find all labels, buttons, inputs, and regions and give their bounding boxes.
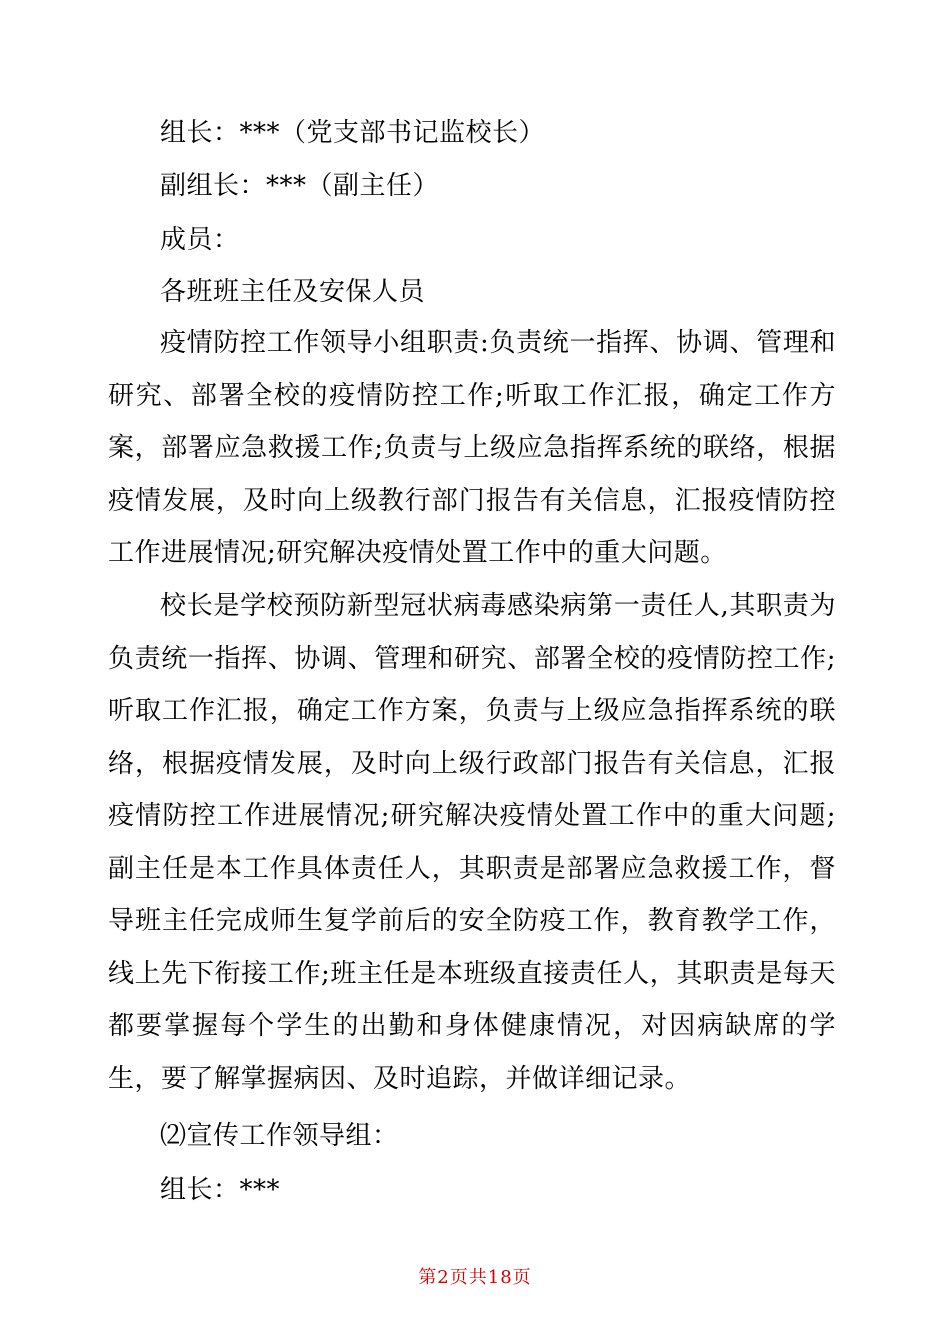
page-number-footer: 第2页共18页 (418, 1267, 532, 1288)
duty-paragraph-2: 校长是学校预防新型冠状病毒感染病第一责任人,其职责为负责统一指挥、协调、管理和研究、部署全校的疫情防控工作;听取工作汇报，确定工作方案，负责与上级应急指挥系统的联络，根据疫情发展，及时向上级行政部门报告有关信息，汇报疫情防控工作进展情况;研究解决疫情处置工作中的重大问题;副主任是本工作具体责任人，其职责是部署应急救援工作，督导班主任完成师生复学前后的安全防疫工作，教育教学工作，线上先下衔接工作;班主任是本班级直接责任人，其职责是每天都要掌握每个学生的出勤和身体健康情况，对因病缺席的学生，要了解掌握病因、及时追踪，并做详细记录。 (108, 591, 836, 1094)
section-leader-line: 组长：*** (160, 1175, 281, 1205)
deputy-leader-line: 副组长：***（副主任） (160, 171, 440, 201)
duty-paragraph-1: 疫情防控工作领导小组职责:负责统一指挥、协调、管理和研究、部署全校的疫情防控工作;听取工作汇报，确定工作方案，部署应急救援工作;负责与上级应急指挥系统的联络，根据疫情发展，及时向上级教行部门报告有关信息，汇报疫情防控工作进展情况;研究解决疫情处置工作中的重大问题。 (108, 328, 836, 568)
members-line: 各班班主任及安保人员 (160, 277, 426, 307)
leader-line: 组长：***（党支部书记监校长） (160, 118, 546, 148)
members-label: 成员： (160, 225, 240, 255)
section-heading: ⑵宣传工作领导组： (160, 1121, 399, 1151)
